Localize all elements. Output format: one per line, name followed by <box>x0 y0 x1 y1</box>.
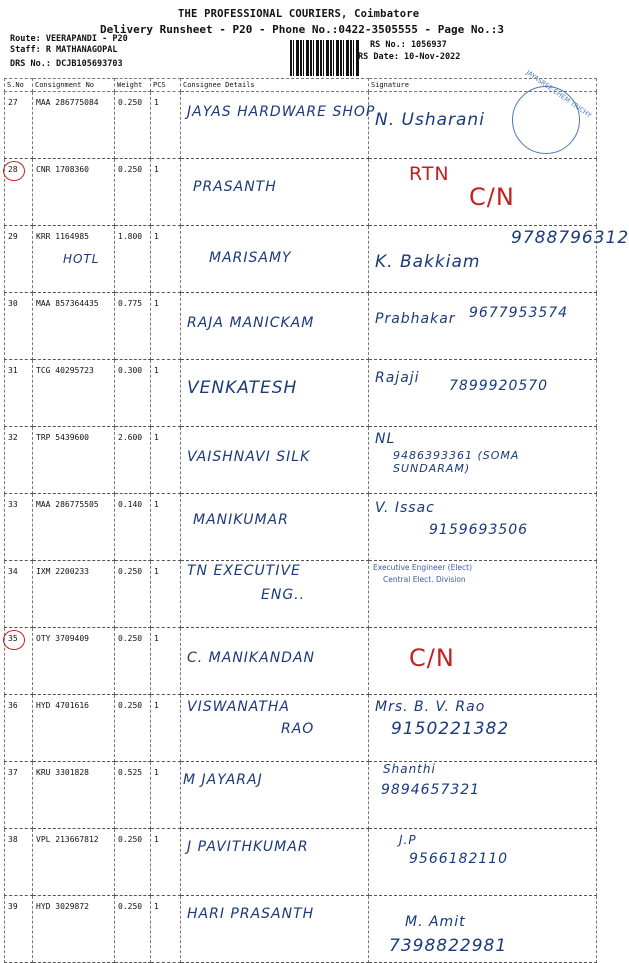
row-signature-cell <box>369 896 597 963</box>
route-label: Route: VEERAPANDI - P20 <box>10 34 128 44</box>
row-consignment: KRU 3301828 <box>33 762 115 829</box>
row-signature: N. Usharani <box>375 110 485 130</box>
row-signature-cell <box>369 494 597 561</box>
row-consignment: MAA 286775505 <box>33 494 115 561</box>
row-consignee: JAYAS HARDWARE SHOP <box>187 104 376 120</box>
table-row <box>5 427 597 494</box>
rs-number: RS No.: 1056937 <box>370 40 447 50</box>
row-sno: 35 <box>8 634 18 643</box>
header-sno: S.No <box>5 79 33 92</box>
table-row <box>5 896 597 963</box>
row-signature: M. Amit <box>405 914 466 930</box>
row-consignee: PRASANTH <box>193 179 277 195</box>
row-signature-cell <box>369 293 597 360</box>
row-signature-cell <box>369 762 597 829</box>
row-phone: 9159693506 <box>429 522 529 538</box>
row-signature: Mrs. B. V. Rao <box>375 699 486 715</box>
row-sno: 27 <box>5 92 33 159</box>
row-weight: 0.300 <box>115 360 151 427</box>
row-weight: 0.250 <box>115 561 151 628</box>
row-consignment: TRP 5439600 <box>33 427 115 494</box>
row-phone: 9894657321 <box>381 782 481 798</box>
drs-label: DRS No.: DCJB105693703 <box>10 59 123 69</box>
row-consignee: MARISAMY <box>209 250 292 266</box>
row-signature: K. Bakkiam <box>375 252 481 272</box>
row-pcs: 1 <box>151 896 181 963</box>
row-signature-cell <box>369 427 597 494</box>
page-title: THE PROFESSIONAL COURIERS, Coimbatore <box>178 8 420 20</box>
row-signature: NL <box>375 431 396 447</box>
row-sno-cell <box>5 628 33 695</box>
office-stamp-line1: Executive Engineer (Elect) <box>373 563 473 572</box>
table-row <box>5 92 597 159</box>
row-consignee: VISWANATHA <box>187 699 291 715</box>
staff-label: Staff: R MATHANAGOPAL <box>10 45 118 55</box>
row-weight: 0.250 <box>115 92 151 159</box>
row-pcs: 1 <box>151 762 181 829</box>
row-consignee: VAISHNAVI SILK <box>187 449 311 465</box>
barcode-image <box>290 40 360 76</box>
page-subtitle: Delivery Runsheet - P20 - Phone No.:0422-3505555 - Page No.:3 <box>100 23 504 36</box>
runsheet-table <box>4 78 629 963</box>
row-weight: 0.525 <box>115 762 151 829</box>
row-consignee: J PAVITHKUMAR <box>187 839 309 855</box>
row-consignment: IXM 2200233 <box>33 561 115 628</box>
row-phone: 9150221382 <box>391 719 510 739</box>
row-sno: 37 <box>5 762 33 829</box>
row-sno: 32 <box>5 427 33 494</box>
header-signature: Signature <box>369 79 597 92</box>
row-pcs: 1 <box>151 427 181 494</box>
row-signature: V. Issac <box>375 500 435 516</box>
row-sno: 28 <box>8 165 18 174</box>
row-sno: 34 <box>5 561 33 628</box>
row-pcs: 1 <box>151 159 181 226</box>
row-pcs: 1 <box>151 92 181 159</box>
table-row <box>5 829 597 896</box>
row-consignment: MAA 857364435 <box>33 293 115 360</box>
row-signature: Prabhakar <box>375 311 456 327</box>
row-signature-cell <box>369 360 597 427</box>
row-consignee-cell <box>181 829 369 896</box>
row-sno: 36 <box>5 695 33 762</box>
table-row <box>5 494 597 561</box>
table-row <box>5 762 597 829</box>
row-signature: Shanthi <box>383 762 436 776</box>
row-weight: 0.250 <box>115 695 151 762</box>
row-consignment: VPL 213667812 <box>33 829 115 896</box>
row-weight: 0.250 <box>115 829 151 896</box>
row-pcs: 1 <box>151 494 181 561</box>
row-sno: 39 <box>5 896 33 963</box>
row-consignee: TN EXECUTIVE <box>187 563 301 579</box>
row-consignment: KRR 1164985 <box>36 232 89 241</box>
table-row <box>5 293 597 360</box>
row-signature: RTN <box>409 163 450 185</box>
row-consignee-cell <box>181 494 369 561</box>
row-consignee: M JAYARAJ <box>183 772 263 788</box>
row-consignee-cell <box>181 762 369 829</box>
row-signature-cell <box>369 561 597 628</box>
row-sno-cell <box>5 159 33 226</box>
row-phone: 9788796312 <box>511 228 629 248</box>
row-consignee: HARI PRASANTH <box>187 906 315 922</box>
row-weight: 1.800 <box>115 226 151 293</box>
row-pcs: 1 <box>151 561 181 628</box>
row-consignment: TCG 40295723 <box>33 360 115 427</box>
row-consignee-cell <box>181 628 369 695</box>
row-consignment-cell <box>33 226 115 293</box>
row-weight: 0.250 <box>115 159 151 226</box>
row-consignment: CNR 1708360 <box>33 159 115 226</box>
table-row <box>5 226 597 293</box>
row-consignee-cell <box>181 427 369 494</box>
row-signature-cell <box>369 695 597 762</box>
row-phone: 9566182110 <box>409 851 509 867</box>
row-consignee-note: RAO <box>281 721 315 737</box>
row-weight: 0.775 <box>115 293 151 360</box>
row-consignment: OTY 3709409 <box>33 628 115 695</box>
header-consignment: Consignment No <box>33 79 115 92</box>
row-sno: 31 <box>5 360 33 427</box>
row-phone: 9486393361 (SOMA SUNDARAM) <box>393 449 520 475</box>
row-phone: 7899920570 <box>449 378 549 394</box>
row-sno: 38 <box>5 829 33 896</box>
table-row <box>5 561 597 628</box>
row-consignee: C. MANIKANDAN <box>187 650 315 666</box>
row-consignee-cell <box>181 896 369 963</box>
table-row <box>5 159 597 226</box>
row-consignee-cell <box>181 293 369 360</box>
row-signature: Rajaji <box>375 370 420 386</box>
header-consignee: Consignee Details <box>181 79 369 92</box>
row-consignee-cell <box>181 695 369 762</box>
row-consignee-note: HOTL <box>63 252 100 266</box>
table-row <box>5 628 597 695</box>
row-phone: 9677953574 <box>469 305 569 321</box>
table-header-row <box>5 79 597 92</box>
row-signature-note: C/N <box>469 183 515 211</box>
row-signature: J.P <box>399 833 417 847</box>
row-signature: C/N <box>409 644 455 672</box>
row-pcs: 1 <box>151 226 181 293</box>
row-consignee: VENKATESH <box>187 378 298 398</box>
row-pcs: 1 <box>151 628 181 695</box>
row-signature-cell <box>369 159 597 226</box>
header-pcs: PCS <box>151 79 181 92</box>
row-signature-cell <box>369 226 629 293</box>
row-consignee-cell <box>181 360 369 427</box>
row-consignee-cell <box>181 92 376 159</box>
row-pcs: 1 <box>151 293 181 360</box>
row-consignment: MAA 286775084 <box>33 92 115 159</box>
row-consignee-note: ENG.. <box>261 587 306 603</box>
row-pcs: 1 <box>151 360 181 427</box>
row-consignee-cell <box>181 561 369 628</box>
office-stamp-line2: Central Elect. Division <box>383 575 466 584</box>
rs-date: RS Date: 10-Nov-2022 <box>358 52 461 62</box>
row-weight: 0.140 <box>115 494 151 561</box>
row-signature-cell <box>369 628 597 695</box>
header-weight: Weight <box>115 79 151 92</box>
row-consignee-cell <box>181 226 369 293</box>
row-sno: 33 <box>5 494 33 561</box>
table-row <box>5 360 597 427</box>
row-weight: 0.250 <box>115 628 151 695</box>
row-sno: 30 <box>5 293 33 360</box>
row-consignee: RAJA MANICKAM <box>187 315 315 331</box>
row-signature-cell <box>369 829 597 896</box>
row-consignment: HYD 3029872 <box>33 896 115 963</box>
table-row <box>5 695 597 762</box>
row-consignee: MANIKUMAR <box>193 512 289 528</box>
row-consignee-cell <box>181 159 369 226</box>
row-pcs: 1 <box>151 829 181 896</box>
company-seal-text: JAYASREE CHEM TRICHY <box>524 68 593 120</box>
row-weight: 2.600 <box>115 427 151 494</box>
row-consignment: HYD 4701616 <box>33 695 115 762</box>
row-pcs: 1 <box>151 695 181 762</box>
row-weight: 0.250 <box>115 896 151 963</box>
row-phone: 7398822981 <box>389 936 508 956</box>
row-sno: 29 <box>5 226 33 293</box>
